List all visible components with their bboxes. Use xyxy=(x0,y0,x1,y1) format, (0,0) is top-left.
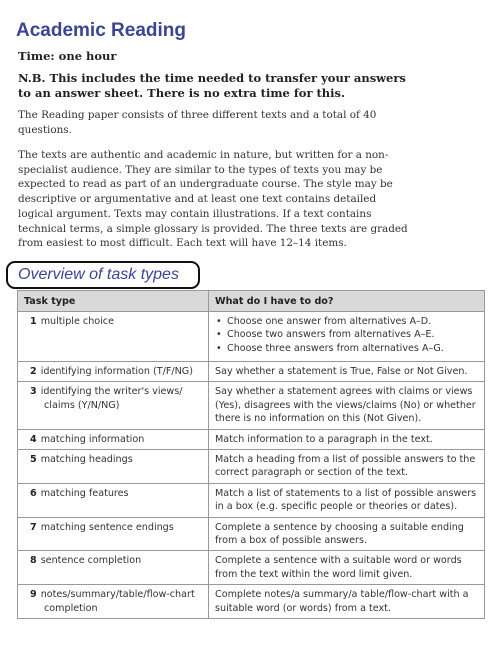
description-cell: Complete a sentence by choosing a suitable ending from a box of possible answers. xyxy=(209,517,485,551)
paragraph-texts: The texts are authentic and academic in nature, but written for a non-specialist audience. They are similar to the types of texts you may be expected to read as part of an undergraduate course. The style may be descriptive or argumentative and at least one text contains detailed logical argument. Texts may contain illustrations. If a text contains technical terms, a simple glossary is provided. The three texts are graded from easiest to most difficult. Each text will have 12–14 items. xyxy=(18,149,408,250)
task-name: identifying the writer's views/ claims (Y/N/NG) xyxy=(40,386,183,411)
header-task-type: Task type xyxy=(18,291,209,312)
description-cell: Complete a sentence with a suitable word or words from the text within the word limit given. xyxy=(209,551,485,585)
task-cell xyxy=(18,382,209,429)
task-cell xyxy=(18,517,209,551)
task-name: matching information xyxy=(40,433,145,445)
description-cell: Say whether a statement is True, False or Not Given. xyxy=(209,362,485,382)
bullet-list xyxy=(215,315,478,355)
task-cell xyxy=(18,450,209,484)
table-row xyxy=(18,362,485,382)
description-cell: Match a list of statements to a list of possible answers in a box (e.g. specific people or theories or dates). xyxy=(209,483,485,517)
table-row xyxy=(18,429,485,449)
task-cell xyxy=(18,362,209,382)
task-number: 4 xyxy=(30,433,37,445)
overview-heading-box xyxy=(6,261,200,289)
task-number: 7 xyxy=(30,521,37,533)
task-cell xyxy=(18,551,209,585)
task-number: 1 xyxy=(30,316,37,327)
description-cell: Match a heading from a list of possible answers to the correct paragraph or section of the text. xyxy=(209,450,485,484)
table-row xyxy=(18,517,485,551)
list-item: • Choose three answers from alternatives A–G. xyxy=(215,342,478,355)
table-header-row xyxy=(18,291,485,312)
description-cell: Match information to a paragraph in the text. xyxy=(209,429,485,449)
task-name: sentence completion xyxy=(40,555,142,567)
table-row xyxy=(18,312,485,362)
task-number: 6 xyxy=(30,487,37,499)
list-item: • Choose one answer from alternatives A–D. xyxy=(215,315,478,328)
task-number: 5 xyxy=(30,454,37,466)
table-row xyxy=(18,551,485,585)
task-name: matching sentence endings xyxy=(40,521,174,533)
task-number: 8 xyxy=(30,555,37,567)
task-number: 3 xyxy=(30,386,37,398)
task-cell xyxy=(18,312,209,362)
table-row xyxy=(18,382,485,429)
overview-heading: Overview of task types xyxy=(18,266,179,283)
task-name: matching headings xyxy=(40,454,133,466)
time-label: Time: one hour xyxy=(18,49,117,63)
header-what-to-do: What do I have to do? xyxy=(209,291,485,312)
description-cell: Say whether a statement agrees with claims or views (Yes), disagrees with the views/claims (No) or whether there is no information on this (Not Given). xyxy=(209,382,485,429)
task-cell xyxy=(18,483,209,517)
task-cell xyxy=(18,429,209,449)
table-row xyxy=(18,585,485,619)
page-title: Academic Reading xyxy=(16,20,186,41)
task-name: multiple choice xyxy=(40,316,114,327)
task-types-table xyxy=(17,290,485,619)
task-name: identifying information (T/F/NG) xyxy=(40,366,193,377)
task-name: notes/summary/table/flow-chart completion xyxy=(40,589,195,614)
description-cell: Complete notes/a summary/a table/flow-chart with a suitable word (or words) from a text. xyxy=(209,585,485,619)
table-row xyxy=(18,450,485,484)
table-row xyxy=(18,483,485,517)
list-item: • Choose two answers from alternatives A–E. xyxy=(215,328,478,341)
nb-note: N.B. This includes the time needed to transfer your answers to an answer sheet. There is no extra time for this. xyxy=(18,71,406,100)
task-number: 2 xyxy=(30,366,37,377)
paragraph-intro: The Reading paper consists of three different texts and a total of 40 questions. xyxy=(18,109,377,136)
description-cell xyxy=(209,312,485,362)
task-name: matching features xyxy=(40,487,129,499)
task-cell xyxy=(18,585,209,619)
task-number: 9 xyxy=(30,589,37,601)
